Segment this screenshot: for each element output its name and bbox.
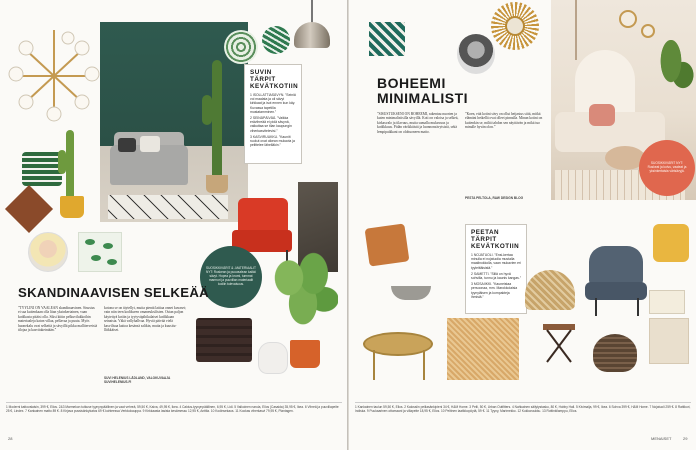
left-footer-credits: 1 Moderni kattovalaisin, 399 €, Ellos. 2&3 Marmekon tutkuse tyynynpäällinen ja vaat vehreä, 59,50 €, Kaiva, 49,95 €, Ikea. 4 Caktus-tyynynpäällinen, 6,95 €, Lidl. 5 Valkoinen narula, Ellos (Casaida) 35,95 €, Ikea. 6 Vihreä ja puuvillapeite 25 €, Lindex. 7 Kankainen matto 89 €. 8 Kirjava pussisänkykatos 69 € kohteessa Verkkokauppa. 9 Kirkkaasta lasista kesämessu 12,95 €, Anttila. 10 Kodinsekaus. 11 Kookas viherkasvi 79,95 €, Plantagen.	[6, 402, 342, 434]
left-page	[0, 0, 347, 450]
hanging-decor	[575, 0, 577, 60]
author-portrait-left	[28, 232, 68, 272]
favourite-colors-text: SUOSIKKIVÄRIT NYT: Ruskeat ja koivu, vaaleat ja yksinkertaisia värisävyjä.	[647, 161, 687, 173]
favourite-materials-text: SUOSIKKIVÄRIT & -MATERIAALIT NYT: Ruskean ja puuvaalean kaikki sävyt. Hopea ja kromi, tummat marmori ja puuvillan materiaalit kodiin tulevaisuus.	[206, 266, 257, 286]
favourite-colors-badge	[639, 140, 695, 196]
palm-plant-icon	[655, 40, 695, 110]
pillow	[140, 136, 160, 152]
left-headline: SKANDINAAVISEN SELKEÄÄ	[18, 285, 209, 300]
yellow-pot-icon	[60, 196, 84, 218]
folding-stool-icon	[539, 320, 579, 364]
throw-blanket-icon	[649, 318, 689, 364]
leaf-print-pillow-icon	[262, 26, 290, 54]
blue-armchair-icon	[589, 246, 643, 286]
cactus-arm	[58, 150, 66, 174]
white-vase-icon	[258, 342, 288, 374]
pillow	[589, 104, 615, 126]
tray-leg	[373, 350, 375, 380]
page-number-right: 29	[683, 436, 688, 441]
patterned-pillow-icon	[369, 22, 405, 56]
pillow	[118, 138, 136, 152]
small-rug-swatch	[649, 290, 685, 314]
yellow-pillow-icon	[653, 224, 689, 262]
favourite-materials-badge	[200, 246, 262, 308]
right-headline: BOHEEMI MINIMALISTI	[377, 75, 469, 106]
tray-leg	[423, 350, 425, 380]
cactus-pattern-pillow-icon	[78, 232, 122, 272]
peetan-tip-1: 1 NOJATUOLI. ”Ensi-kertaa minulla ei nojatuolia mustalla maalinokkolla, vaan mukavien eri tyyleittäisistä.”	[471, 253, 521, 270]
suvin-tip-1: 1 ISOLLATTIASÄVYN. ”Seiniä voi maalata ja oli sävyt kirkkaat ja isot ennen kun käy. Kuvassa tapetilla mustatamminen.”	[250, 93, 296, 114]
woven-basket-icon	[593, 334, 637, 372]
left-author-credit: SUVI HELENIUS LÄDLAND, VALOKUVAAJA SUVIHELENIUS.FI	[104, 376, 171, 385]
cactus-icon	[212, 60, 222, 180]
striped-pillow-icon	[22, 152, 62, 186]
orange-pot-icon	[290, 340, 320, 368]
suvin-tip-2: 2 SEINÄPÄIVÄÄ. ”Vaikka erävihreää ei pidä sävynä, vaikuttaa se tilan kaupungin viherkasvitelevisi.”	[250, 116, 292, 133]
leaf-print-swatch-icon	[224, 30, 258, 64]
pendant-lamp-icon	[290, 0, 334, 52]
suvin-tips-box	[244, 64, 302, 164]
houseplant-icon	[268, 252, 338, 338]
wall-plate-icon	[641, 24, 655, 38]
plant-pot	[206, 175, 228, 193]
peetan-tips-title: PEETAN TÄRPIT KEVÄTKOTIIN	[471, 229, 520, 250]
chair-leg	[595, 298, 597, 316]
sunburst-mirror-icon	[491, 2, 539, 50]
towel-stack-icon	[196, 318, 252, 362]
chair-leg	[637, 298, 639, 316]
peetan-tip-2: 2 SAMETTI. ”Sillä on hyvä sohvilla, tunnu ja kaunis kangas.”	[471, 271, 521, 281]
magazine-name: MENAISET	[651, 436, 672, 441]
cane-panel-icon	[447, 318, 519, 380]
right-col2-body: ”Koen, että kotini sävy on ollut heijastus siitä, mitkä elämäni hetkellä ovat olleet pinnalla. Minun kotini on kuitenkin se, miltä tahdon sen näyttävän ja mikä tuo minulle hyvän olon.”	[465, 112, 543, 130]
peetan-tips-box	[465, 224, 527, 314]
right-page	[349, 0, 696, 450]
stone-bowl-icon	[391, 286, 431, 300]
right-intro-body: ”SISUSTUKSENI ON BOHEEMI, rakentuu nuorten ja kuten minimalistisilla sävyillä. Koti on valoisa ja selkeä, kirkasvalo ja tilavuus, mutta samalla mukavuus ja kodikkuus. Pidän värikkäistä ja luonnonsävyisistä, sekä lempipaikkani on olohuoneen matto.	[377, 112, 459, 134]
sputnik-lamp-icon	[8, 30, 100, 122]
author-portrait-right	[457, 34, 495, 74]
right-author-credit: PESTA PELTOLA, RAW DESIGN BLOG	[465, 196, 524, 200]
right-footer-credits: 1 Kankainen taulun 59,50 €, Ellos. 2 Kalossiin peiliasänkipieni 34 €, H&M Home. 3 Peili, 50 €, Urban Outfitters. 4 Nahkainen säilytystasku, 80 €, Hobby Hall. 5 Kivimalja, 99 €, Ikea. 6 Sohva 399 €, H&M Home. 7 Nojatuoli 259 €. 8 Rattikori, Indiska. 9 Puukaarinen ottomaani ja villapeite 18,95 €, Ellos. 10 Peltinen laatikkopöytä, 59 €. 11 Tyyny, Marimekko. 12 Kukkaruukku. 13 Rottinkilamppu, Ellos.	[355, 402, 691, 434]
cactus-arm	[202, 95, 212, 125]
left-col2-body: kotona se on täytellyt, mutta pientä lattiaa onnet kuvaset; vain niin teen kodikseen omaneuksilisten. Ostan paljon käytettyä kotiin ja tyytyväpihikalaiset kodikkaan seinaista. Väkä vallyhallvaa. Hyviä päivää vielä kasvilisaa kattoa kesänsä salikin, mutta ja kuusitu-lliikkäiset.	[104, 306, 186, 333]
suvin-tip-3: 3 KASVIRUUKKU. ”Kauniit ruukut ovat oikean mukavia ja pelittelee lähelläkin.”	[250, 134, 295, 148]
page-number-left: 28	[8, 436, 13, 441]
leather-pouch-icon	[365, 223, 410, 266]
knit-pillow-icon	[5, 185, 53, 233]
suvin-tips-title: SUVIN TÄRPIT KEVÄTKOTIIN	[250, 69, 299, 90]
rattan-lamp-icon	[525, 270, 575, 310]
patterned-rug	[108, 195, 228, 219]
peetan-tip-3: 3 MOSAIIKKI. ”Kauneistaa persoonaa, mm. Marokkolaisia tyynyiäisen ja kompakteja ihmisiä.”	[471, 282, 518, 299]
cactus-icon	[66, 130, 74, 200]
red-armchair-icon	[238, 198, 288, 234]
wall-plate-icon	[619, 10, 637, 28]
left-intro-body: ”TYYLINI ON VAALEAN skandinaavinen. Sisustus ei saa kuitenkaan olla liian yksinkertainen, vaan kodikasta pitäisi olla. Siksi kiitin pelkuvilukkoihin materiaaleja katon villaa, pellavaa ja puuta. Myös huonekalu ovat selkeitä ja sävyillä pikku malliterveisiä tilojaa ja kasvitakeintään.”	[18, 306, 98, 333]
